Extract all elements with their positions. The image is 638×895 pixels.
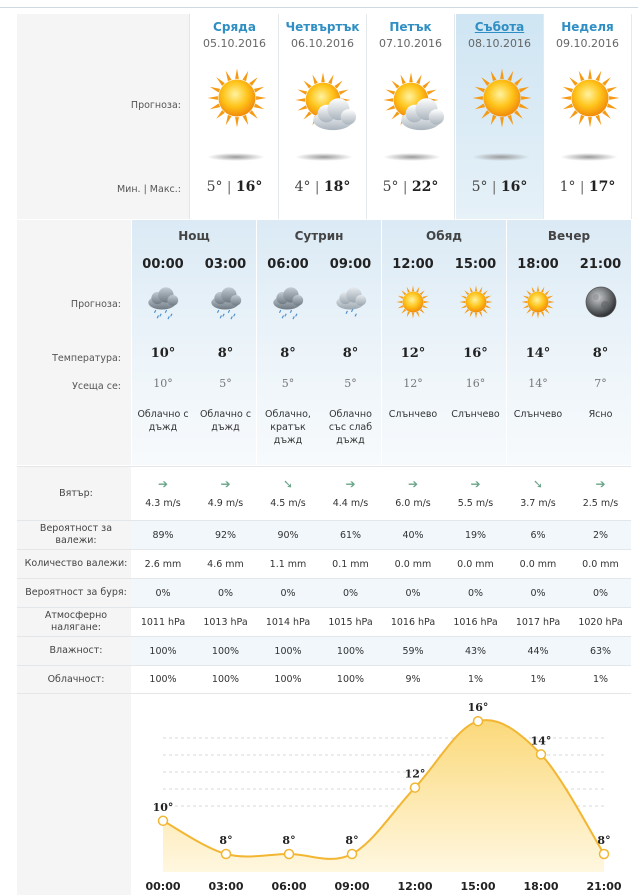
sun-icon <box>458 284 494 320</box>
rain-cloud-icon <box>208 284 244 320</box>
wind-arrow-icon: ➔ <box>595 477 606 491</box>
hourly-label-column <box>17 220 131 465</box>
table-cell: 19% <box>464 529 487 541</box>
hour-column-4 <box>382 220 444 465</box>
wind-cell <box>195 467 257 520</box>
hour-description: Слънчево <box>388 409 438 420</box>
table-cell: 100% <box>274 674 302 685</box>
sun-icon <box>205 66 269 136</box>
temperature-data-label: 14° <box>530 734 552 748</box>
x-tick-label: 03:00 <box>208 880 244 893</box>
rain-cloud-icon <box>270 284 306 320</box>
wind-cell <box>445 467 507 520</box>
hour-description: Слънчево <box>513 409 563 420</box>
daily-forecast-label: Прогноза: <box>130 100 181 111</box>
hour-temperature: 10° <box>150 346 176 361</box>
icon-shadow <box>207 153 265 161</box>
wind-cell <box>320 467 382 520</box>
temperature-point <box>285 850 294 859</box>
table-cell: 4.6 mm <box>207 558 244 570</box>
wind-arrow-icon: ➘ <box>282 477 294 491</box>
x-tick-label: 21:00 <box>586 880 622 893</box>
hour-feels-like: 14° <box>528 377 548 390</box>
day-date: 08.10.2016 <box>468 37 531 50</box>
moon-icon <box>583 284 619 320</box>
day-date: 05.10.2016 <box>203 37 266 50</box>
table-cell: 2.6 mm <box>144 558 182 570</box>
wind-speed: 5.5 m/s <box>457 498 494 509</box>
table-cell: 1013 hPa <box>203 616 248 628</box>
temperature-data-label: 10° <box>152 800 174 814</box>
table-cell: 0.0 mm <box>582 558 619 570</box>
table-cell: 0.0 mm <box>519 558 557 570</box>
icon-shadow <box>560 153 618 161</box>
hour-time: 06:00 <box>267 257 309 272</box>
table-cell: 44% <box>527 645 549 657</box>
table-cell: 59% <box>402 645 424 657</box>
day-date: 07.10.2016 <box>379 37 442 50</box>
table-cell: 1017 hPa <box>515 616 561 628</box>
hour-feels-like: 5° <box>344 377 357 390</box>
hour-column-3 <box>320 220 382 465</box>
hour-feels-like: 16° <box>465 377 486 390</box>
day-max-temp: 17° <box>588 179 616 195</box>
table-cell: 89% <box>152 529 174 541</box>
table-cell: 6% <box>530 529 546 541</box>
day-column-3[interactable] <box>456 14 544 219</box>
day-max-temp: 18° <box>323 179 351 195</box>
row-label: Вероятност за валежи: <box>17 521 131 549</box>
table-cell: 1016 hPa <box>390 616 436 628</box>
table-cell: 2% <box>592 529 609 541</box>
hour-temperature: 8° <box>592 346 609 361</box>
wind-speed: 6.0 m/s <box>395 498 431 509</box>
hour-column-1 <box>195 220 257 465</box>
temperature-point <box>222 850 231 859</box>
hour-time: 18:00 <box>517 257 559 272</box>
table-cell: 100% <box>211 645 240 657</box>
hourly-forecast <box>17 220 631 465</box>
temperature-label: Температура: <box>52 353 121 364</box>
period-name: Сутрин <box>294 229 344 243</box>
day-minmax: 5° | 16° <box>471 179 528 195</box>
day-name-link[interactable]: Сряда <box>213 20 256 34</box>
wind-cell <box>570 467 632 520</box>
sun-icon <box>470 66 534 136</box>
wind-speed: 4.4 m/s <box>332 498 369 509</box>
table-cell: 0.1 mm <box>332 558 369 570</box>
temperature-chart-svg <box>17 694 631 895</box>
table-cell: 0% <box>530 587 546 599</box>
day-min-temp: 5° <box>471 179 488 195</box>
daily-minmax-label: Мин. | Макс.: <box>116 184 181 195</box>
day-column-1[interactable] <box>279 14 367 219</box>
temperature-data-label: 16° <box>467 701 489 715</box>
x-tick-label: 15:00 <box>460 880 496 893</box>
day-minmax: 1° | 17° <box>559 179 616 195</box>
temperature-data-label: 8° <box>345 834 359 847</box>
icon-shadow <box>295 153 353 161</box>
row-label: Количество валежи: <box>17 550 131 578</box>
table-cell: 1011 hPa <box>140 616 186 628</box>
hour-feels-like: 10° <box>153 377 173 390</box>
day-min-temp: 4° <box>294 179 311 195</box>
wind-arrow-icon: ➔ <box>220 477 231 491</box>
table-cell: 1016 hPa <box>453 616 498 628</box>
row-label: Влажност: <box>17 637 131 665</box>
top-border-strip <box>0 0 638 8</box>
sun-icon <box>395 284 431 320</box>
temperature-data-label: 8° <box>282 834 296 847</box>
day-minmax: 5° | 22° <box>382 179 439 195</box>
row-pressure <box>17 607 631 636</box>
hour-column-2 <box>257 220 319 465</box>
x-tick-label: 06:00 <box>271 880 307 893</box>
row-cloudiness <box>17 665 631 693</box>
sun-icon <box>558 66 622 136</box>
wind-cell <box>382 467 444 520</box>
hour-temperature: 8° <box>217 346 234 361</box>
feels-like-label: Усеща се: <box>72 381 121 392</box>
hour-time: 21:00 <box>579 257 622 272</box>
table-cell: 43% <box>464 645 487 657</box>
rain-cloud-icon <box>145 284 181 320</box>
sun-cloud-icon <box>381 66 445 136</box>
wind-speed: 3.7 m/s <box>520 498 556 509</box>
table-cell: 100% <box>274 645 302 657</box>
table-cell: 100% <box>149 645 177 657</box>
period-name: Обяд <box>426 229 462 243</box>
hour-description: Облачно с дъжд <box>199 409 252 433</box>
row-humidity <box>17 636 631 665</box>
day-max-temp: 16° <box>500 179 528 195</box>
table-cell: 0% <box>405 587 421 599</box>
row-label: Вятър: <box>17 467 131 520</box>
row-label: Атмосферно налягане: <box>17 608 131 636</box>
row-precip-amount <box>17 549 631 578</box>
sun-cloud-icon <box>293 66 357 136</box>
hour-description: Облачно със слаб дъжд <box>328 409 373 446</box>
table-cell: 63% <box>589 645 612 657</box>
day-min-temp: 1° <box>559 179 576 195</box>
wind-speed: 4.9 m/s <box>207 498 244 509</box>
day-column-4[interactable] <box>544 14 632 219</box>
table-cell: 0% <box>217 587 234 599</box>
hour-feels-like: 7° <box>594 377 607 390</box>
day-column-0[interactable] <box>191 14 279 219</box>
table-cell: 0% <box>342 587 359 599</box>
wind-cell <box>132 467 194 520</box>
day-name-link[interactable]: Неделя <box>561 20 614 34</box>
temperature-point <box>600 850 609 859</box>
period-name: Нощ <box>178 229 210 243</box>
x-tick-label: 12:00 <box>397 880 433 893</box>
row-precip-prob <box>17 520 631 549</box>
day-max-temp: 22° <box>411 179 439 195</box>
table-cell: 9% <box>405 674 421 685</box>
table-cell: 92% <box>214 529 237 541</box>
day-date: 09.10.2016 <box>556 37 619 50</box>
hour-description: Ясно <box>588 409 613 420</box>
table-cell: 0.0 mm <box>457 558 494 570</box>
row-storm-prob <box>17 578 631 607</box>
icon-shadow <box>383 153 441 161</box>
temperature-chart <box>17 693 631 895</box>
table-cell: 1% <box>467 674 484 685</box>
hour-description: Слънчево <box>451 409 500 420</box>
wind-cell <box>507 467 569 520</box>
table-cell: 0% <box>155 587 171 599</box>
table-cell: 1% <box>592 674 609 685</box>
day-min-temp: 5° <box>206 179 223 195</box>
icon-shadow <box>472 153 530 161</box>
hour-description: Облачно с дъжд <box>137 409 189 433</box>
wind-speed: 4.5 m/s <box>270 498 306 509</box>
table-cell: 90% <box>277 529 299 541</box>
table-cell: 1.1 mm <box>269 558 307 570</box>
table-cell: 100% <box>336 645 365 657</box>
table-cell: 100% <box>211 674 240 685</box>
hour-time: 09:00 <box>329 257 372 272</box>
day-name-link[interactable]: Четвъртък <box>285 20 360 34</box>
hour-column-6 <box>507 220 569 465</box>
hour-time: 12:00 <box>392 257 434 272</box>
day-min-temp: 5° <box>382 179 399 195</box>
table-cell: 0% <box>280 587 296 599</box>
table-cell: 100% <box>336 674 365 685</box>
x-tick-label: 18:00 <box>523 880 559 893</box>
table-cell: 0% <box>592 587 609 599</box>
hour-feels-like: 5° <box>219 377 232 390</box>
hour-temperature: 14° <box>525 346 551 361</box>
hour-temperature: 8° <box>280 346 296 361</box>
hour-temperature: 12° <box>400 346 426 361</box>
row-label: Облачност: <box>17 666 131 693</box>
hour-temperature: 16° <box>463 346 488 361</box>
temperature-point <box>348 850 357 859</box>
wind-arrow-icon: ➔ <box>470 477 481 491</box>
wind-cell <box>257 467 319 520</box>
day-minmax: 4° | 18° <box>294 179 351 195</box>
wind-speed: 2.5 m/s <box>582 498 619 509</box>
period-name: Вечер <box>547 229 591 243</box>
daily-forecast <box>17 14 631 219</box>
temperature-point <box>411 783 420 792</box>
temperature-point <box>159 816 168 825</box>
temperature-data-label: 12° <box>404 767 426 781</box>
table-cell: 0.0 mm <box>394 558 432 570</box>
temperature-data-label: 8° <box>219 834 233 847</box>
sun-icon <box>520 284 556 320</box>
row-wind <box>17 466 631 520</box>
row-label: Вероятност за буря: <box>17 579 131 607</box>
table-cell: 1014 hPa <box>265 616 311 628</box>
day-name-link[interactable]: Събота <box>474 20 525 34</box>
temperature-point <box>537 750 546 759</box>
temperature-data-label: 8° <box>597 834 611 847</box>
temperature-point <box>474 717 483 726</box>
table-cell: 1% <box>530 674 546 685</box>
hour-time: 00:00 <box>142 257 184 272</box>
wind-arrow-icon: ➔ <box>157 477 169 491</box>
hour-time: 03:00 <box>204 257 247 272</box>
hour-temperature: 8° <box>342 346 359 361</box>
x-tick-label: 09:00 <box>334 880 370 893</box>
table-cell: 0% <box>467 587 484 599</box>
light-rain-cloud-icon <box>333 284 369 320</box>
hour-time: 15:00 <box>454 257 497 272</box>
hour-column-5 <box>445 220 507 465</box>
hour-feels-like: 12° <box>403 377 423 390</box>
table-cell: 40% <box>402 529 424 541</box>
day-max-temp: 16° <box>235 179 263 195</box>
table-cell: 61% <box>339 529 362 541</box>
wind-arrow-icon: ➔ <box>345 477 356 491</box>
table-cell: 100% <box>149 674 177 685</box>
day-name-link[interactable]: Петък <box>389 20 432 34</box>
hour-column-0 <box>132 220 194 465</box>
wind-arrow-icon: ➔ <box>407 477 419 491</box>
hour-column-7 <box>570 220 632 465</box>
hourly-forecast-label: Прогноза: <box>70 299 121 310</box>
daily-label-column <box>17 14 190 219</box>
hour-feels-like: 5° <box>281 377 295 390</box>
day-column-2[interactable] <box>367 14 455 219</box>
x-tick-label: 00:00 <box>145 880 181 893</box>
table-cell: 1020 hPa <box>578 616 623 628</box>
day-date: 06.10.2016 <box>291 37 354 50</box>
wind-arrow-icon: ➘ <box>532 477 544 491</box>
table-cell: 1015 hPa <box>328 616 373 628</box>
wind-speed: 4.3 m/s <box>145 498 181 509</box>
day-minmax: 5° | 16° <box>206 179 263 195</box>
hour-description: Облачно, кратък дъжд <box>265 409 311 446</box>
